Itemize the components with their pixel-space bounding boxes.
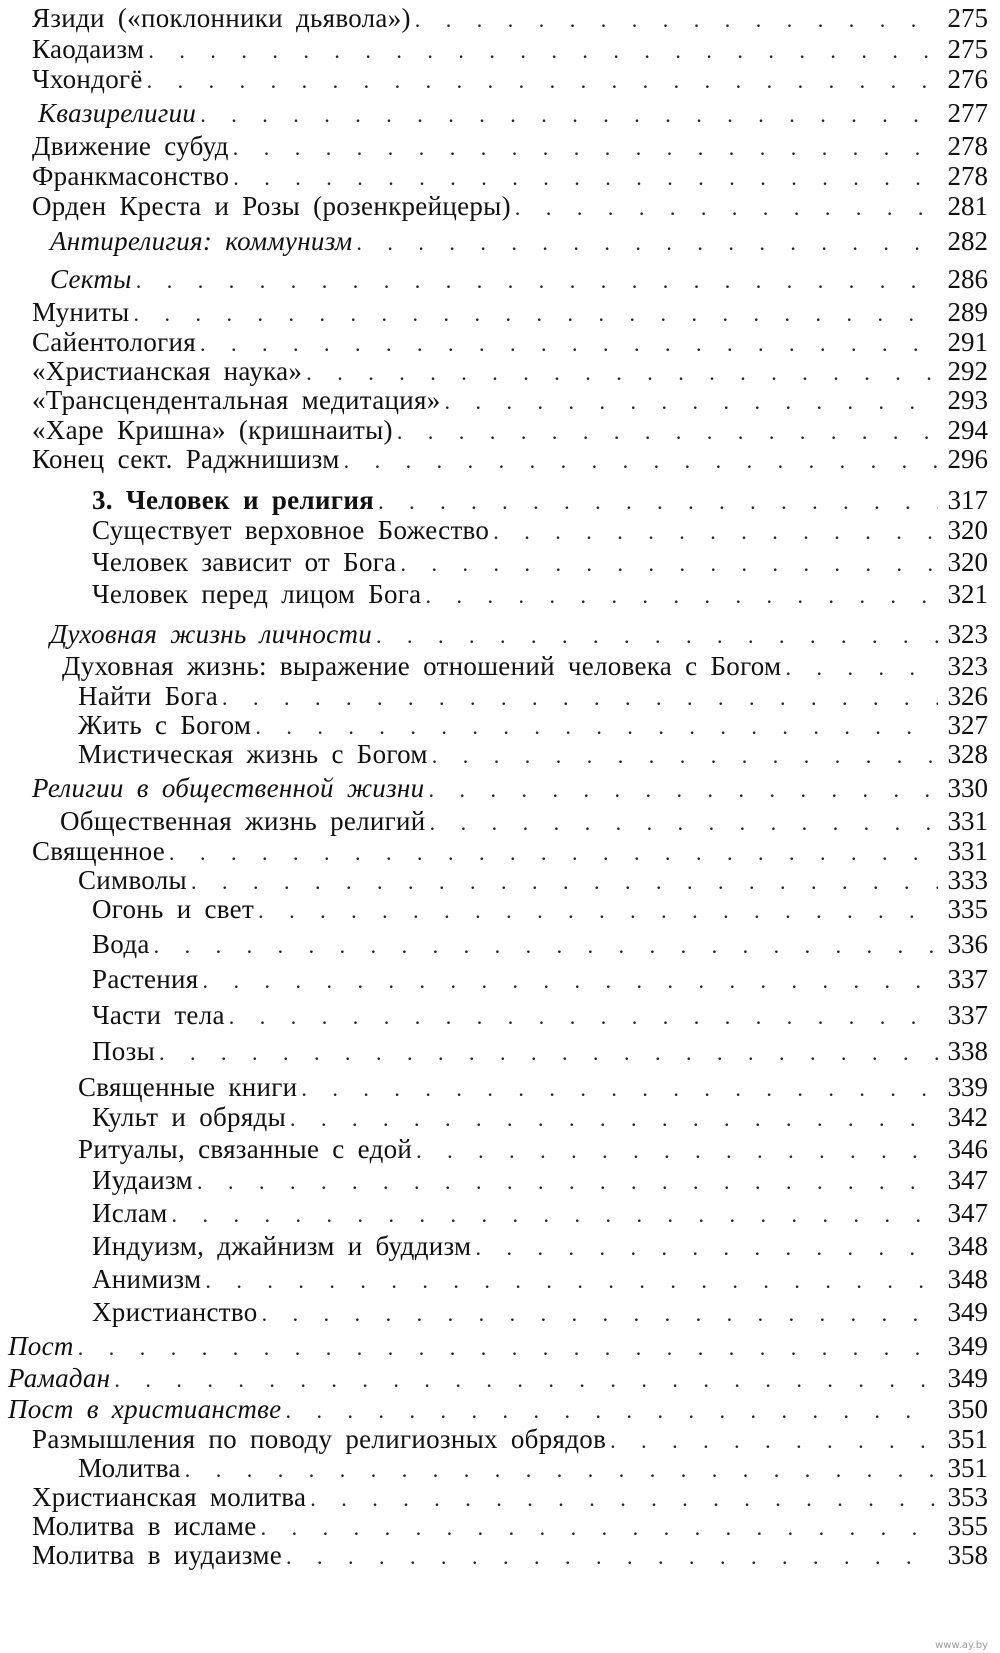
toc-entry-title: Движение субуд: [32, 131, 229, 161]
toc-entry-spiritual-life: [50, 618, 988, 650]
toc-page-number: 337: [947, 1000, 988, 1030]
toc-entry-live-with-god: [78, 709, 988, 741]
toc-entry-find-god: [78, 680, 988, 712]
toc-entry-christian-science: [32, 355, 988, 387]
toc-entry-title: Антирелигия: коммунизм: [50, 226, 353, 256]
toc-page-number: 281: [947, 191, 988, 221]
toc-entry-hinduism: [92, 1230, 988, 1262]
toc-page-number: 331: [947, 836, 988, 866]
dot-leader: [425, 580, 938, 612]
toc-entry-title: Сайентология: [32, 327, 196, 357]
toc-entry-caodaism: [32, 33, 988, 65]
toc-entry-title: «Трансцендентальная медитация»: [32, 385, 441, 415]
dot-leader: [290, 1103, 938, 1135]
toc-entry-title: Секты: [50, 264, 132, 294]
toc-entry-religions-public-life: [32, 772, 988, 804]
toc-entry-title: Пост: [8, 1331, 74, 1361]
toc-entry-title: Вода: [92, 929, 150, 959]
toc-entry-antireligion: [50, 225, 988, 257]
toc-entry-cult-rites: [92, 1101, 988, 1133]
toc-entry-title: Молитва в иудаизме: [32, 1540, 282, 1570]
toc-page-number: 328: [947, 739, 988, 769]
toc-entry-yazidi: [32, 2, 988, 34]
toc-entry-supreme-deity: [92, 514, 988, 546]
dot-leader: [172, 1199, 938, 1231]
toc-entry-title: Молитва: [78, 1453, 181, 1483]
dot-leader: [205, 1265, 938, 1297]
toc-page-number: 293: [947, 385, 988, 415]
dot-leader: [136, 265, 938, 297]
toc-entry-fast: [8, 1330, 988, 1362]
toc-entry-title: Огонь и свет: [92, 894, 255, 924]
toc-page-number: 348: [947, 1231, 988, 1261]
dot-leader: [197, 1166, 938, 1198]
toc-page-number: 275: [947, 34, 988, 64]
toc-entry-title: Человек зависит от Бога: [92, 547, 397, 577]
toc-page-number: 349: [947, 1297, 988, 1327]
toc-entry-title: Священные книги: [78, 1072, 298, 1102]
toc-entry-sacred: [32, 835, 988, 867]
toc-entry-title: Позы: [92, 1036, 156, 1066]
toc-entry-prayer-islam: [32, 1510, 988, 1542]
toc-page-number: 346: [947, 1134, 988, 1164]
dot-leader: [400, 548, 938, 580]
toc-page-number: 349: [947, 1331, 988, 1361]
toc-page-number: 330: [947, 773, 988, 803]
toc-entry-man-before-god: [92, 578, 988, 610]
dot-leader: [159, 1037, 938, 1069]
toc-entry-prayer: [78, 1452, 988, 1484]
dot-leader: [356, 227, 938, 259]
toc-page-number: 321: [947, 579, 988, 609]
toc-page-number: 326: [947, 681, 988, 711]
toc-entry-title: Существует верховное Божество: [92, 515, 490, 545]
toc-entry-title: Священное: [32, 836, 166, 866]
toc-entry-title: Ритуалы, связанные с едой: [78, 1134, 413, 1164]
toc-page-number: 296: [947, 444, 988, 474]
watermark: www.ay.by: [935, 1640, 988, 1651]
toc-entry-tm: [32, 384, 988, 416]
toc-entry-rajneesh: [32, 443, 988, 475]
toc-entry-title: Найти Бога: [78, 681, 218, 711]
toc-chapter-3: [92, 484, 988, 516]
dot-leader: [428, 774, 938, 806]
dot-leader: [344, 445, 938, 477]
toc-entry-man-depends: [92, 546, 988, 578]
toc-page-number: 351: [947, 1453, 988, 1483]
toc-entry-public-life: [60, 805, 988, 837]
toc-page-number: 294: [947, 415, 988, 445]
toc-entry-mystical-life: [78, 738, 988, 770]
toc-entry-christian-prayer: [32, 1481, 988, 1513]
dot-leader: [493, 516, 938, 548]
toc-entry-title: Общественная жизнь религий: [60, 806, 426, 836]
toc-entry-title: Части тела: [92, 1000, 225, 1030]
toc-entry-water: [92, 928, 988, 960]
toc-entry-title: Христианство: [92, 1297, 258, 1327]
toc-page-number: 278: [947, 161, 988, 191]
dot-leader: [202, 965, 938, 997]
toc-entry-title: Жить с Богом: [78, 710, 252, 740]
dot-leader: [114, 1364, 938, 1396]
toc-entry-food-rituals: [78, 1133, 988, 1165]
toc-entry-hare-krishna: [32, 414, 988, 446]
toc-entry-title: Язиди («поклонники дьявола»): [32, 3, 411, 33]
toc-entry-title: Иудаизм: [92, 1165, 193, 1195]
toc-page-number: 342: [947, 1102, 988, 1132]
toc-entry-title: 3. Человек и религия: [92, 485, 375, 515]
toc-page-number: 337: [947, 964, 988, 994]
dot-leader: [286, 1541, 938, 1573]
toc-page-number: 289: [947, 297, 988, 327]
dot-leader: [229, 1001, 938, 1033]
toc-entry-title: Орден Креста и Розы (розенкрейцеры): [32, 191, 511, 221]
dot-leader: [475, 1232, 938, 1264]
toc-page-number: 348: [947, 1264, 988, 1294]
toc-page-number: 338: [947, 1036, 988, 1066]
toc-page-number: 347: [947, 1198, 988, 1228]
toc-entry-title: Религии в общественной жизни: [32, 773, 425, 803]
toc-entry-freemasonry: [32, 160, 988, 192]
toc-entry-title: Пост в христианстве: [8, 1394, 282, 1424]
dot-leader: [154, 930, 938, 962]
toc-page-number: 323: [947, 651, 988, 681]
toc-page-number: 339: [947, 1072, 988, 1102]
toc-entry-title: Духовная жизнь: выражение отношений человека с Богом: [62, 651, 782, 681]
toc-entry-scientology: [32, 326, 988, 358]
toc-entry-prayer-judaism: [32, 1539, 988, 1571]
toc-entry-title: «Христианская наука»: [32, 356, 303, 386]
toc-entry-sects: [50, 263, 988, 295]
toc-entry-islam: [92, 1197, 988, 1229]
toc-page-number: 333: [947, 865, 988, 895]
toc-page-number: 282: [947, 226, 988, 256]
dot-leader: [515, 192, 938, 224]
dot-leader: [416, 1135, 938, 1167]
toc-entry-ramadan: [8, 1362, 988, 1394]
toc-entry-title: Ислам: [92, 1198, 168, 1228]
dot-leader: [376, 620, 938, 652]
toc-page-number: 358: [947, 1540, 988, 1570]
toc-page-number: 353: [947, 1482, 988, 1512]
toc-page-number: 335: [947, 894, 988, 924]
dot-leader: [200, 99, 938, 131]
toc-entry-title: Молитва в исламе: [32, 1511, 257, 1541]
toc-entry-body-parts: [92, 999, 988, 1031]
toc-entry-title: Каодаизм: [32, 34, 145, 64]
toc-page-number: 278: [947, 131, 988, 161]
toc-page-number: 350: [947, 1394, 988, 1424]
toc-entry-postures: [92, 1035, 988, 1067]
toc-page-number: 276: [947, 64, 988, 94]
toc-entry-title: Символы: [78, 865, 187, 895]
toc-entry-title: Франкмасонство: [32, 161, 230, 191]
toc-entry-title: Человек перед лицом Бога: [92, 579, 422, 609]
dot-leader: [432, 740, 938, 772]
toc-page-number: 320: [947, 547, 988, 577]
toc-entry-symbols: [78, 864, 988, 896]
toc-entry-moonies: [32, 296, 988, 328]
toc-entry-christianity: [92, 1296, 988, 1328]
toc-entry-title: Конец сект. Раджнишизм: [32, 444, 340, 474]
toc-entry-title: Рамадан: [8, 1363, 111, 1393]
toc-page-number: 349: [947, 1363, 988, 1393]
toc-entry-reflections: [32, 1423, 988, 1455]
toc-page-number: 327: [947, 710, 988, 740]
dot-leader: [262, 1298, 938, 1330]
toc-page-number: 275: [947, 3, 988, 33]
toc-page-number: 331: [947, 806, 988, 836]
toc-page-number: 323: [947, 619, 988, 649]
toc-entry-subud: [32, 130, 988, 162]
dot-leader: [415, 4, 938, 36]
toc-entry-title: Христианская молитва: [32, 1482, 307, 1512]
toc-entry-title: Квазирелигии: [38, 98, 197, 128]
toc-entry-chondogyo: [32, 63, 988, 95]
dot-leader: [147, 65, 938, 97]
toc-entry-title: Чхондогё: [32, 64, 143, 94]
toc-entry-animism: [92, 1263, 988, 1295]
toc-entry-title: Растения: [92, 964, 199, 994]
toc-entry-judaism: [92, 1164, 988, 1196]
toc-entry-plants: [92, 963, 988, 995]
toc-page-number: 355: [947, 1511, 988, 1541]
toc-page-number: 286: [947, 264, 988, 294]
toc-page-number: 277: [947, 98, 988, 128]
toc-entry-sacred-books: [78, 1071, 988, 1103]
toc-entry-quasi-religions: [38, 97, 988, 129]
toc-page-number: 351: [947, 1424, 988, 1454]
toc-entry-title: Культ и обряды: [92, 1102, 287, 1132]
toc-entry-title: «Харе Кришна» (кришнаиты): [32, 415, 393, 445]
toc-entry-title: Анимизм: [92, 1264, 202, 1294]
toc-page-number: 320: [947, 515, 988, 545]
toc-page-number: 317: [947, 485, 988, 515]
toc-page-number: 292: [947, 356, 988, 386]
toc-page-number: 347: [947, 1165, 988, 1195]
toc-entry-title: Мистическая жизнь с Богом: [78, 739, 428, 769]
toc-page-number: 291: [947, 327, 988, 357]
toc-entry-title: Духовная жизнь личности: [50, 619, 373, 649]
toc-entry-christian-fast: [8, 1393, 988, 1425]
dot-leader: [78, 1332, 938, 1364]
toc-entry-title: Размышления по поводу религиозных обрядов: [32, 1424, 607, 1454]
dot-leader: [258, 895, 938, 927]
toc-entry-rosicrucians: [32, 190, 988, 222]
toc-entry-spiritual-expression: [62, 650, 988, 682]
toc-entry-fire-light: [92, 893, 988, 925]
toc-entry-title: Муниты: [32, 297, 130, 327]
toc-entry-title: Индуизм, джайнизм и буддизм: [92, 1231, 472, 1261]
toc-page-number: 336: [947, 929, 988, 959]
